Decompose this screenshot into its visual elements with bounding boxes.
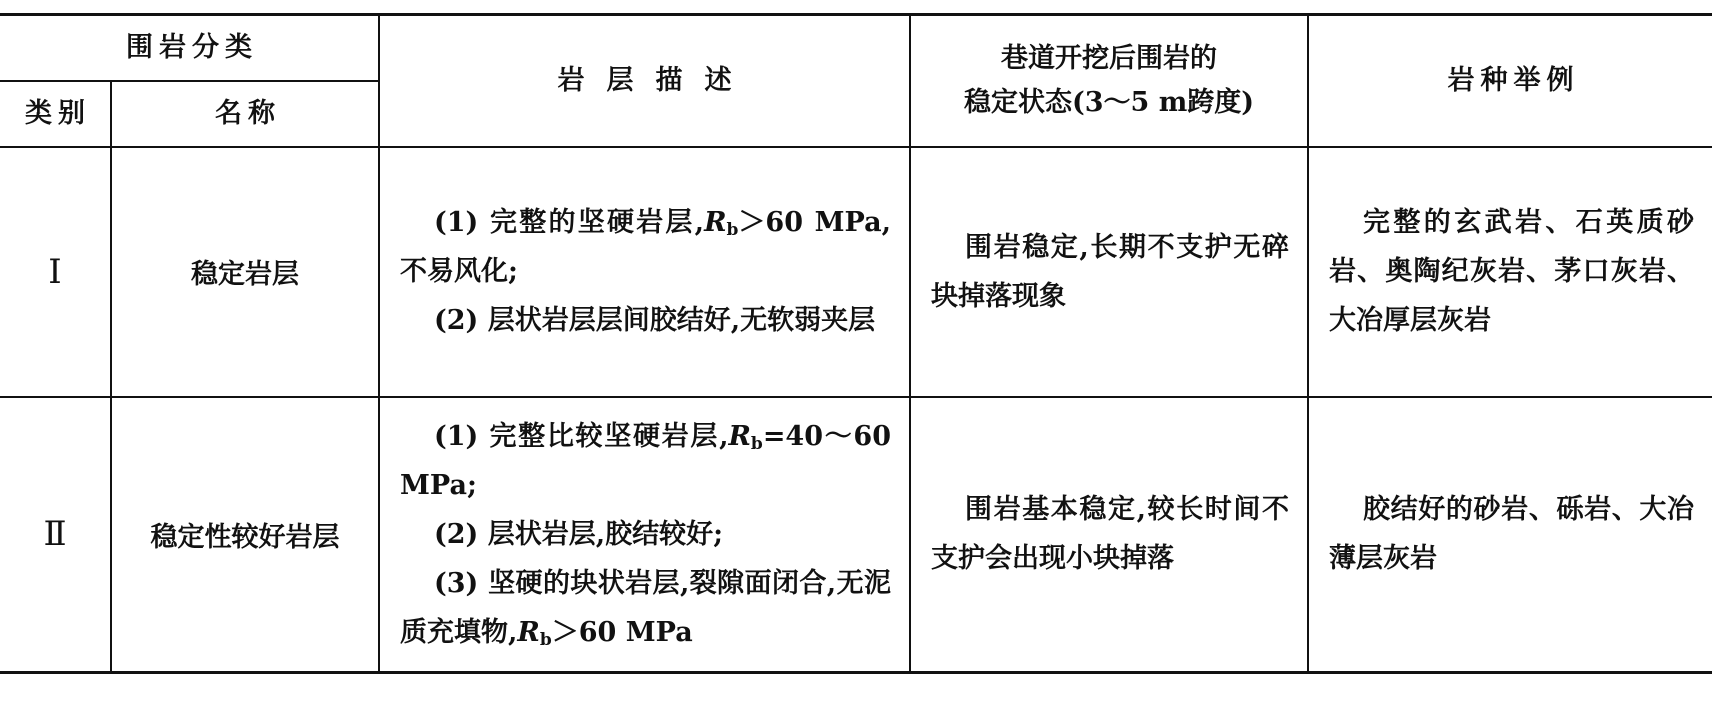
variable-subscript: b [726,220,739,240]
row-description [379,147,910,397]
header-category: 类别 [0,81,111,147]
examples-text: 完整的玄武岩、石英质砂岩、奥陶纪灰岩、茅口灰岩、大冶厚层灰岩 [1329,207,1694,336]
description-item [400,198,891,296]
stability-text: 围岩稳定,长期不支护无碎块掉落现象 [931,231,1289,312]
description-item [400,296,891,345]
description-text: =40～60 MPa; [400,420,891,501]
row-description [379,397,910,673]
header-description: 岩层描述 [379,15,910,147]
description-text: (1) 完整比较坚硬岩层, [434,420,729,452]
description-text: (3) 坚硬的块状岩层,裂隙面闭合,无泥质充填物, [400,567,891,648]
description-text: ＞60 MPa,不易风化; [400,207,891,287]
variable-symbol: R [704,207,727,238]
description-text: (1) 完整的坚硬岩层, [434,207,705,238]
description-text: (2) 层状岩层层间胶结好,无软弱夹层 [434,305,876,336]
stability-text: 围岩基本稳定,较长时间不支护会出现小块掉落 [931,494,1289,575]
row-category: Ⅰ [0,147,111,397]
table-row [0,147,1712,397]
row-examples [1308,147,1712,397]
variable-symbol: R [517,616,540,648]
description-text: ＞60 MPa [551,616,693,648]
description-item [400,559,891,657]
header-name: 名称 [111,81,379,147]
header-group-label: 围岩分类 [0,15,379,81]
examples-text: 胶结好的砂岩、砾岩、大冶薄层灰岩 [1329,494,1694,575]
variable-subscript: b [750,433,763,454]
row-category: Ⅱ [0,397,111,673]
variable-symbol: R [728,420,751,452]
variable-subscript: b [539,629,552,650]
row-name: 稳定岩层 [111,147,379,397]
header-stability [910,15,1308,147]
header-stability-line1: 巷道开挖后围岩的 [1001,42,1217,74]
description-item [400,510,891,559]
header-row-1 [0,15,1712,81]
header-examples: 岩种举例 [1308,15,1712,147]
table-row [0,397,1712,673]
row-examples [1308,397,1712,673]
description-text: (2) 层状岩层,胶结较好; [434,518,724,550]
row-stability [910,397,1308,673]
row-stability [910,147,1308,397]
rock-classification-table [0,13,1712,674]
header-stability-line2: 稳定状态(3～5 m跨度) [963,86,1255,118]
row-name: 稳定性较好岩层 [111,397,379,673]
description-item [400,412,891,510]
